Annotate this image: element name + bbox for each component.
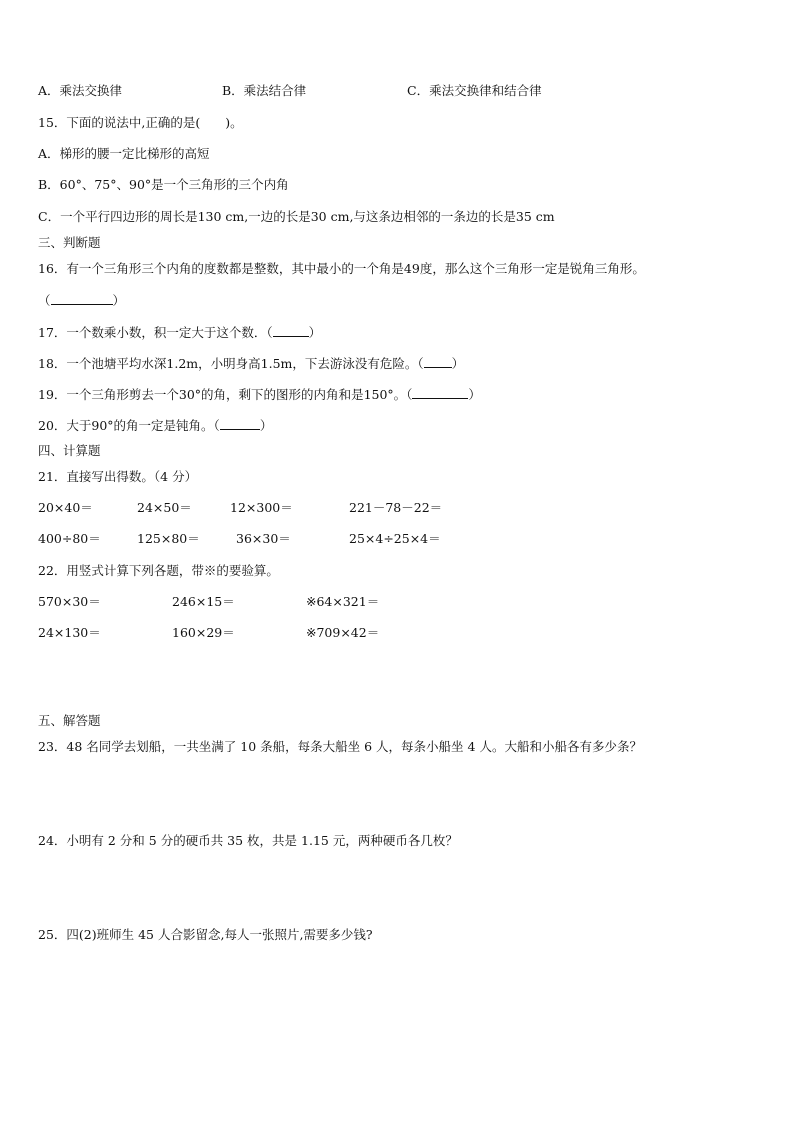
q19-text: 19．一个三角形剪去一个30°的角，剩下的图形的内角和是150°。（ [38, 387, 413, 402]
q20-answer-blank[interactable] [220, 417, 260, 430]
q21-text: 21．直接写出得数。（4 分） [38, 469, 198, 484]
q22-item: ※709×42＝ [306, 625, 380, 640]
q15-option-c: C．一个平行四边形的周长是130 cm,一边的长是30 cm,与这条边相邻的一条边的长是35 cm [38, 209, 555, 224]
q22-item: 160×29＝ [172, 625, 235, 640]
q14-option-b: B．乘法结合律 [222, 83, 307, 98]
q21-item: 400÷80＝ [38, 531, 101, 546]
q21-item: 12×300＝ [230, 500, 293, 515]
q20-line [38, 417, 272, 434]
q19-line [38, 386, 481, 403]
q19-answer-blank[interactable] [412, 386, 468, 399]
q22-text: 22．用竖式计算下列各题，带※的要验算。 [38, 563, 279, 578]
q21-item: 20×40＝ [38, 500, 93, 515]
section-title-judgement: 三、判断题 [38, 235, 101, 250]
q14-option-a: A．乘法交换律 [38, 83, 123, 98]
q21-item: 24×50＝ [137, 500, 192, 515]
q25-text: 25．四(2)班师生 45 人合影留念,每人一张照片,需要多少钱? [38, 927, 373, 942]
q15-option-a: A．梯形的腰一定比梯形的高短 [38, 146, 210, 161]
q21-item: 125×80＝ [137, 531, 200, 546]
q20-paren-close: ） [259, 418, 273, 433]
q21-item: 25×4÷25×4＝ [349, 531, 441, 546]
section-title-calculation: 四、计算题 [38, 443, 101, 458]
q18-text: 18．一个池塘平均水深1.2m，小明身高1.5m，下去游泳没有危险。（ [38, 356, 424, 371]
q16-text: 16．有一个三角形三个内角的度数都是整数，其中最小的一个角是49度，那么这个三角形一定是锐角三角形。 [38, 261, 645, 276]
q19-paren-close: ） [468, 387, 481, 402]
q22-item: 570×30＝ [38, 594, 101, 609]
q17-line [38, 324, 321, 341]
q22-item: ※64×321＝ [306, 594, 380, 609]
q21-item: 36×30＝ [236, 531, 291, 546]
q17-text: 17．一个数乘小数，积一定大于这个数．（ [38, 325, 273, 340]
q21-item: 221－78－22＝ [349, 500, 443, 515]
section-title-word-problems: 五、解答题 [38, 713, 101, 728]
q18-answer-blank[interactable] [424, 355, 452, 368]
q23-text: 23．48 名同学去划船，一共坐满了 10 条船，每条大船坐 6 人，每条小船坐 4 人。大船和小船各有多少条？ [38, 739, 642, 754]
q18-line [38, 355, 464, 372]
q24-text: 24．小明有 2 分和 5 分的硬币共 35 枚，共是 1.15 元，两种硬币各几枚？ [38, 833, 458, 848]
q16-answer [38, 292, 125, 309]
q16-answer-blank[interactable] [51, 292, 113, 305]
q17-paren-close: ） [308, 325, 322, 340]
q17-answer-blank[interactable] [273, 324, 309, 337]
q16-paren-close: ） [112, 293, 126, 308]
q15-stem: 15．下面的说法中,正确的是( )。 [38, 115, 243, 130]
q14-option-c: C．乘法交换律和结合律 [407, 83, 542, 98]
q22-item: 246×15＝ [172, 594, 235, 609]
q16-paren-open: （ [38, 293, 51, 308]
q22-item: 24×130＝ [38, 625, 101, 640]
q15-option-b: B．60°、75°、90°是一个三角形的三个内角 [38, 177, 289, 192]
q18-paren-close: ） [451, 356, 465, 371]
q20-text: 20．大于90°的角一定是钝角。（ [38, 418, 220, 433]
